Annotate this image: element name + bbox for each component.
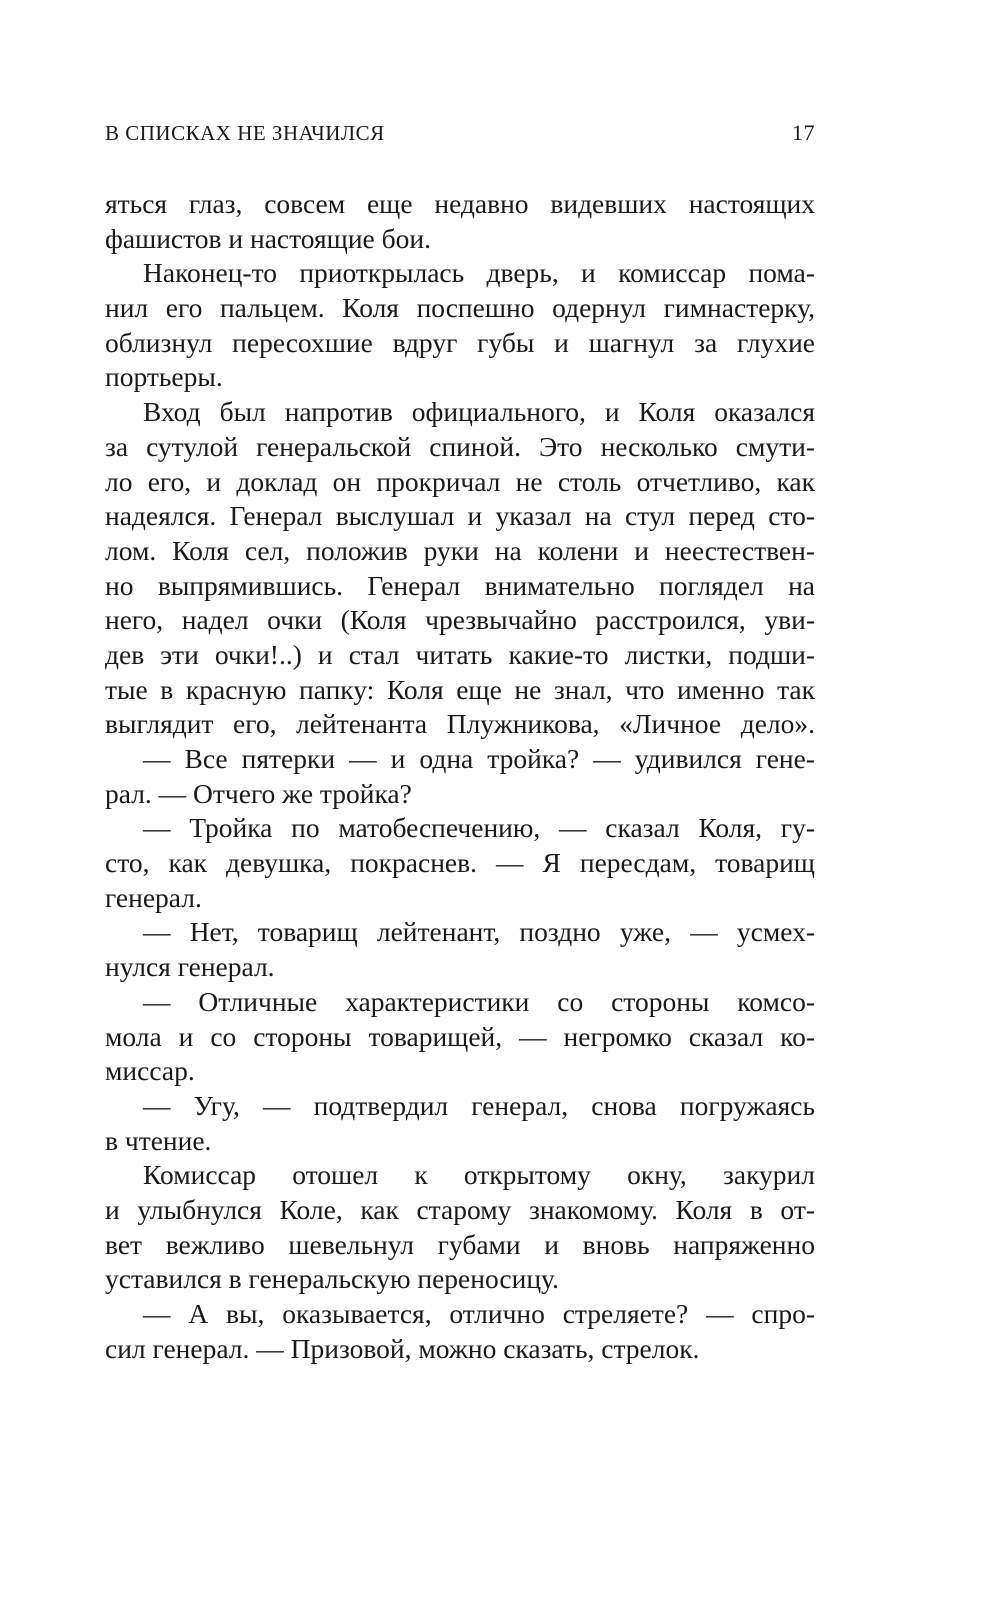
text-line: — Все пятерки — и одна тройка? — удивился гене- bbox=[143, 743, 815, 774]
text-line: облизнул пересохшие вдруг губы и шагнул за глухие bbox=[105, 326, 815, 358]
text-line: и улыбнулся Коле, как старому знакомому. Коля в от- bbox=[105, 1193, 815, 1225]
text-line: сил генерал. — Призовой, можно сказать, стрелок. bbox=[105, 1332, 700, 1364]
body-text bbox=[105, 187, 815, 1366]
text-line: за сутулой генеральской спиной. Это несколько смути- bbox=[105, 430, 815, 462]
text-line: — Нет, товарищ лейтенант, поздно уже, — усмех- bbox=[143, 916, 815, 948]
text-line: сто, как девушка, покраснев. — Я пересдам, товарищ bbox=[105, 847, 815, 879]
text-line: выглядит его, лейтенанта Плужникова, «Личное дело». bbox=[105, 708, 815, 740]
text-line: нулся генерал. bbox=[105, 951, 275, 983]
text-line: дев эти очки!..) и стал читать какие-то листки, подши- bbox=[105, 638, 815, 670]
text-line: ло его, и доклад он прокричал не столь отчетливо, как bbox=[105, 465, 815, 497]
text-line: Наконец-то приоткрылась дверь, и комиссар пома- bbox=[143, 257, 815, 289]
running-header bbox=[105, 118, 815, 148]
text-line: уставился в генеральскую переносицу. bbox=[105, 1263, 559, 1295]
running-title: В СПИСКАХ НЕ ЗНАЧИЛСЯ bbox=[105, 120, 385, 145]
text-line: Вход был напротив официального, и Коля оказался bbox=[143, 396, 815, 428]
text-line: — Отличные характеристики со стороны комсо- bbox=[143, 985, 815, 1017]
text-line: — Угу, — подтвердил генерал, снова погружаясь bbox=[143, 1089, 815, 1121]
text-line: портьеры. bbox=[105, 361, 223, 393]
page-number: 17 bbox=[792, 120, 815, 145]
text-line: нил его пальцем. Коля поспешно одернул гимнастерку, bbox=[105, 292, 815, 324]
text-line: но выпрямившись. Генерал внимательно поглядел на bbox=[105, 569, 815, 601]
text-line: фашистов и настоящие бои. bbox=[105, 222, 431, 254]
text-line: — А вы, оказывается, отлично стреляете? — спро- bbox=[143, 1298, 815, 1329]
text-line: яться глаз, совсем еще недавно видевших настоящих bbox=[105, 188, 815, 219]
text-line: генерал. bbox=[105, 881, 202, 913]
text-line: Комиссар отошел к открытому окну, закурил bbox=[143, 1159, 815, 1191]
text-line: надеялся. Генерал выслушал и указал на стул перед сто- bbox=[105, 500, 815, 532]
text-line: рал. — Отчего же тройка? bbox=[105, 777, 412, 809]
text-line: вет вежливо шевельнул губами и вновь напряженно bbox=[105, 1228, 815, 1260]
text-line: — Тройка по матобеспечению, — сказал Коля, гу- bbox=[143, 812, 815, 844]
text-line: лом. Коля сел, положив руки на колени и неестествен- bbox=[105, 534, 815, 566]
text-line: тые в красную папку: Коля еще не знал, что именно так bbox=[105, 673, 815, 705]
text-line: миссар. bbox=[105, 1055, 195, 1087]
text-line: в чтение. bbox=[105, 1124, 212, 1156]
text-line: него, надел очки (Коля чрезвычайно расстроился, уви- bbox=[105, 604, 815, 636]
text-line: мола и со стороны товарищей, — негромко сказал ко- bbox=[105, 1020, 815, 1052]
